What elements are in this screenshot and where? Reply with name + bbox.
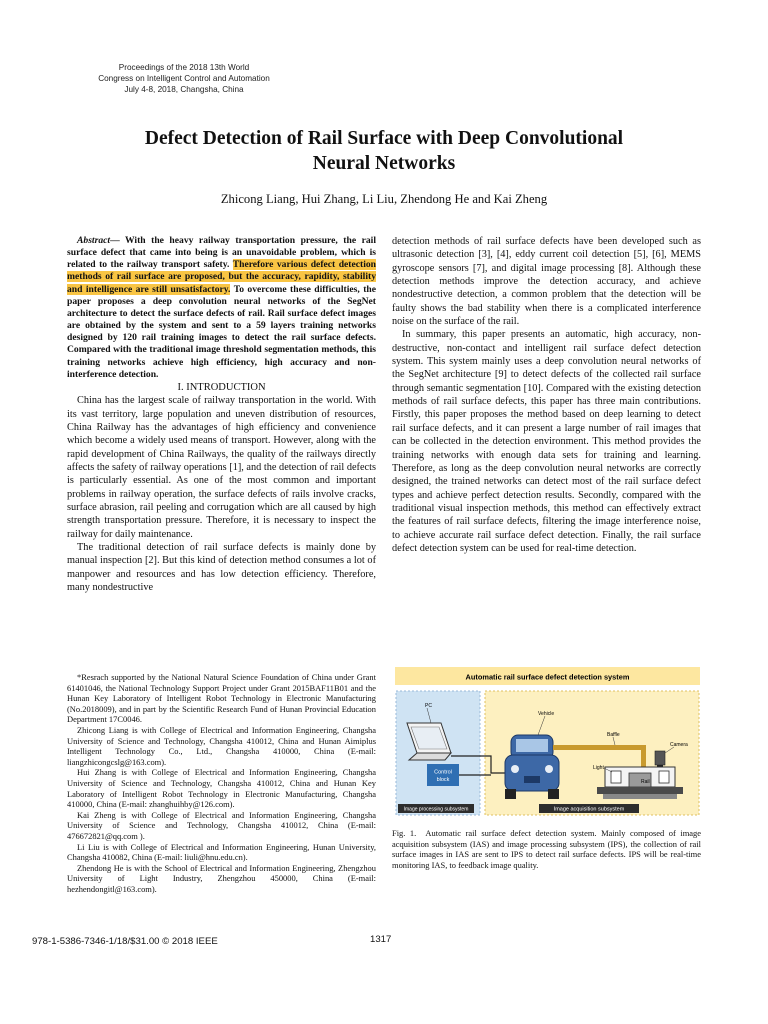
label-baffle: Baffle: [607, 732, 620, 738]
label-camera: Camera: [670, 742, 688, 748]
footnote-funding: *Resrach supported by the National Natural Science Foundation of China under Grant 61401046, the National Technology Support Project under Grant 2015BAF11B01 and the Hunan Key Laboratory of Intelligent Robot Technology in Electronic Manufacturing (No.2018009), and in part by the Scientific Research Fund of Hunan Provincial Education Department 17C0046.: [67, 672, 376, 725]
proceedings-line-2: Congress on Intelligent Control and Automation: [98, 74, 270, 83]
caption-text: Automatic rail surface defect detection system. Mainly composed of image acquisition subsystem (IAS) and image processing subsystem (IPS), the collection of rail surface images in IAS are sent to IPS to detect rail surface defects. IPS will be real-time monitoring IAS, to feedback image quality.: [392, 828, 702, 870]
intro-paragraph-3: In summary, this paper presents an automatic, high accuracy, non-destructive, non-contact and intelligent rail surface defect detection system. This system mainly uses a deep convolution neural networks of the SegNet architecture [9] to detect defects of the collected rail surface through semantic segmentation [10]. Compared with the existing detection methods of rail surface defects, this paper has three main contributions. Firstly, this paper proposes the method based on deep learning to detect rail surface defects, and it can present a large number of rail images that can be collected in the detection environment. This method provides the training networks with enough data sets for training and learning. Therefore, as long as the deep convolution neural networks are correctly designed, the trained networks can detect most of the rail surface defect types and achieve perfect detection results. Secondly, compared with the traditional visual inspection methods, this method can effectively extract the features of rail surface defects, filtering the image interference noise, to achieve accurate rail surface defect detection. Finally, the rail surface defect detection system can be used for real-time detection.: [392, 329, 701, 554]
label-pc: PC: [425, 703, 432, 709]
right-column: [392, 235, 701, 555]
label-vehicle: Vehicle: [538, 711, 555, 717]
intro-paragraph-2-continued: detection methods of rail surface defects have been developed such as ultrasonic detection [3], [4], eddy current coil detection [5], [6], MEMS gyroscope sensors [7], and digital image processing [8]. Although these detection methods improve the detection accuracy, and achieve nondestructive detection, a common problem that the detection will be faulty shows the bad stability when there is a complicated interference noise on the surface of the rail.: [392, 236, 701, 328]
caption-label: Fig. 1.: [392, 828, 417, 838]
figure-banner-text: Automatic rail surface defect detection system: [465, 672, 630, 682]
intro-paragraph-2: The traditional detection of rail surface defects is mainly done by manual inspection [2]. But this kind of detection method consumes a lot of manpower and resources and has low detection efficiency. Therefore, many nondestructive: [67, 542, 376, 594]
footnote-author-zhang: Hui Zhang is with College of Electrical and Information Engineering, Changsha University of Science and Technology, Changsha 410012, China and Hunan Key Laboratory of Intelligent Robot Technology in Electronic Manufacturing, Changsha 410000, China (E-mail: zhanghuihby@126.com).: [67, 767, 376, 810]
paper-title: [60, 126, 708, 176]
footnote-author-liang: Zhicong Liang is with College of Electrical and Information Engineering, Changsha University of Science and Technology, Changsha 410012, China and Hunan Aimiplus Intelligent Technology Co., Ltd., Changsha 410000, China (E-mail: liangzhicongcslg@163.com).: [67, 724, 376, 767]
abstract: [67, 235, 376, 381]
figure-caption: [392, 828, 701, 870]
abstract-text-1: With the heavy railway transportation pressure, the rail surface defect that came into being is an unavoidable problem, which is related to the railway transport safety.: [67, 235, 376, 271]
vehicle-icon: [505, 735, 559, 799]
footnote-author-liu: Li Liu is with College of Electrical and Information Engineering, Hunan University, Changsha 410082, China (E-mail: liuli@hnu.edu.cn).: [67, 841, 376, 863]
abstract-text-2: To overcome these difficulties, the paper proposes a deep convolution neural networks of the SegNet architecture to detect the surface defects of rail. Rail surface defect images are obtained by the system and sent to a 59 layers training networks designed by 120 rail training images to detect the rail surface defects. Compared with the traditional image threshold segmentation methods, this training networks achieve high efficiency, high accuracy and non-interference detection.: [67, 283, 376, 380]
section-heading-introduction: I. INTRODUCTION: [177, 381, 266, 393]
control-block-line-2: block: [436, 777, 450, 783]
left-column: [67, 235, 376, 594]
figure-system-diagram: [393, 665, 702, 823]
ips-label: Image processing subsystem: [403, 806, 469, 813]
page-number: 1317: [370, 934, 392, 945]
footnotes: [67, 672, 376, 894]
isbn-copyright: 978-1-5386-7346-1/18/$31.00 © 2018 IEEE: [32, 936, 218, 947]
label-rail: Rail: [641, 779, 650, 785]
title-line-2: Neural Networks: [312, 153, 456, 174]
abstract-label: Abstract: [77, 235, 111, 246]
title-line-1: Defect Detection of Rail Surface with Deep Convolutional: [144, 128, 624, 149]
proceedings-line-1: Proceedings of the 2018 13th World: [118, 63, 250, 72]
control-block-line-1: Control: [434, 769, 452, 776]
light-rail-assembly-icon: [597, 767, 683, 799]
footnote-author-he: Zhendong He is with the School of Electrical and Information Engineering, Zhengzhou University of Light Industry, Zhengzhou 450000, China (E-mail: hezhendongitl@163.com).: [67, 862, 376, 894]
footnote-author-zheng: Kai Zheng is with College of Electrical and Information Engineering, Changsha University of Science and Technology, Changsha 410012, China (E-mail: 476672821@qq.com ).: [67, 809, 376, 841]
author-list: Zhicong Liang, Hui Zhang, Li Liu, Zhendong He and Kai Zheng: [220, 192, 548, 206]
proceedings-line-3: July 4-8, 2018, Changsha, China: [124, 85, 244, 94]
abstract-dash: —: [110, 235, 120, 246]
proceedings-header: [84, 62, 284, 95]
intro-paragraph-1: China has the largest scale of railway transportation in the world. With its vast territory, large population and uneven distribution of resources, China Railway has the advantages of high efficiency and convenience which become a widely used means of transport. However, along with the rapid development of China Railways, the quality of the railways directly affects the safety of railway operations [1], and the detection of rail defects is particularly essential. As one of the most common and important problems in railway operation, the surface defects of rails involve cracks, surface abrasion, rail peeling and corrugation which are all caused by high strength transportation pressure. Therefore, it is necessary to inspect the railway for daily maintenance.: [67, 395, 376, 540]
label-light: Light: [593, 765, 604, 771]
ias-label: Image acquisition subsystem: [553, 806, 625, 813]
abstract-highlight: Therefore various defect detection methods of rail surface are proposed, but the accuracy, rapidity, stability and intelligence are still unsatisfactory.: [67, 259, 376, 295]
